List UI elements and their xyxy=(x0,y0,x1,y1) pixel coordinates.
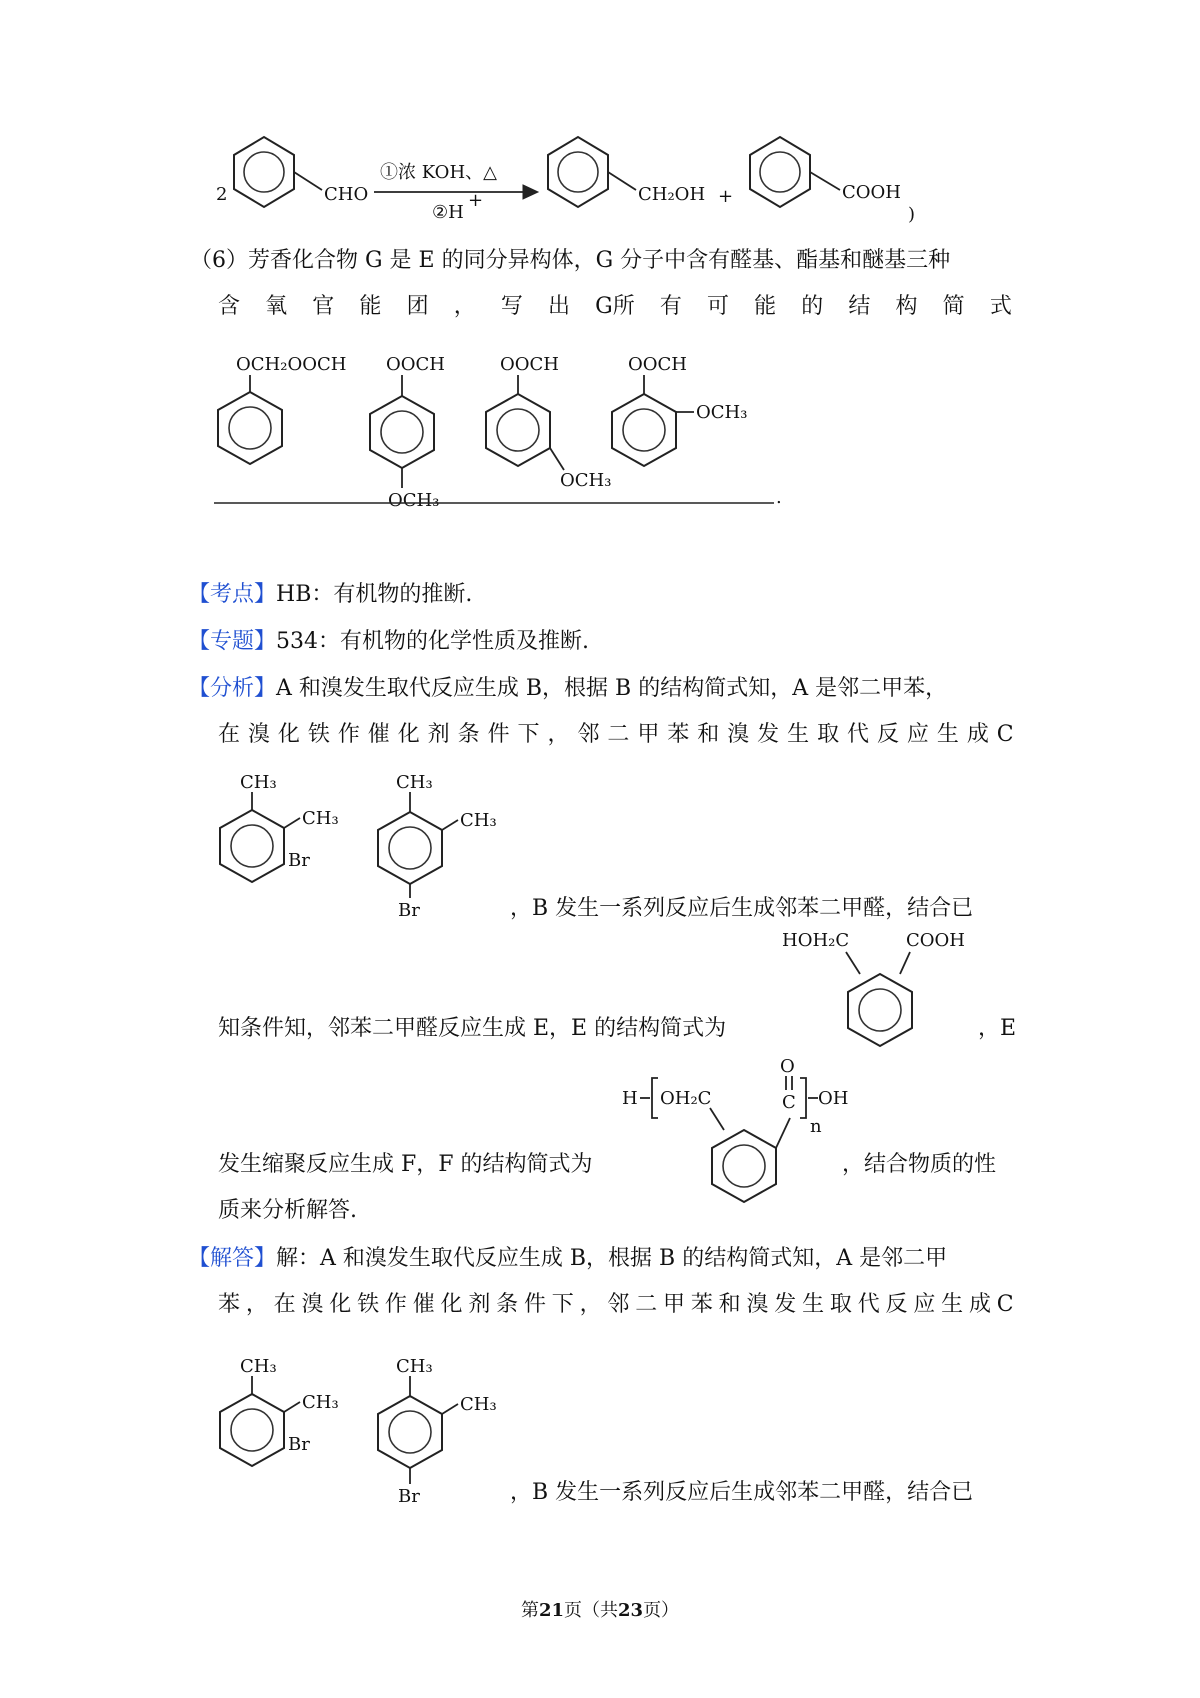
br-label: Br xyxy=(398,1486,420,1507)
ch3-label: CH₃ xyxy=(240,1356,277,1377)
br-label: Br xyxy=(398,900,420,921)
g1-substituent: OCH₂OOCH xyxy=(236,354,347,375)
bromo-xylene-ortho xyxy=(220,1356,339,1466)
jieda-word: 溴 xyxy=(301,1292,324,1317)
jieda-word: 取 xyxy=(829,1292,852,1317)
fenxi-word: 二 xyxy=(607,722,630,747)
fenxi-word: 和 xyxy=(697,722,720,747)
ch3-label: CH₃ xyxy=(302,1392,339,1413)
fenxi-word: 邻 xyxy=(577,722,600,747)
ch3-label: CH₃ xyxy=(240,772,277,793)
reaction-coefficient: 2 xyxy=(216,184,228,205)
jieda-word: 和 xyxy=(718,1292,741,1317)
jieda-word: 生 xyxy=(802,1292,825,1317)
fenxi-word: 取 xyxy=(817,722,840,747)
fenxi-word: 成 xyxy=(966,722,989,747)
footer-suffix: 页） xyxy=(643,1600,680,1621)
jieda-tag: 【解答】 xyxy=(188,1246,277,1271)
fenxi-word: 下 xyxy=(517,722,540,747)
g4-methoxy: OCH₃ xyxy=(696,402,748,423)
fenxi-line5-end: ，结合物质的性 xyxy=(842,1152,997,1177)
reaction-close-paren: ) xyxy=(908,204,916,225)
q6-line1: （6）芳香化合物 G 是 E 的同分异构体，G 分子中含有醛基、酯基和醚基三种 xyxy=(190,248,951,273)
jieda-word: 苯 xyxy=(218,1292,241,1317)
ch3-label: CH₃ xyxy=(460,1394,497,1415)
q6-word: 式 xyxy=(989,294,1012,319)
kaodian-text: HB：有机物的推断. xyxy=(276,582,473,607)
g4-substituent: OOCH xyxy=(628,354,687,375)
condition-1: ①浓 KOH、△ xyxy=(380,162,497,183)
fenxi-word: 发 xyxy=(757,722,780,747)
fenxi-word: 件 xyxy=(487,722,510,747)
q6-word: 有 xyxy=(659,294,682,319)
fenxi-word: 代 xyxy=(847,722,870,747)
jieda-word: 化 xyxy=(440,1292,463,1317)
q6-word: 能 xyxy=(359,294,382,319)
condition-2-sup: + xyxy=(468,190,484,211)
fenxi-word: 生 xyxy=(787,722,810,747)
q6-word: 能 xyxy=(754,294,777,319)
zhuanti-tag: 【专题】 xyxy=(188,629,277,654)
fenxi-word: 溴 xyxy=(727,722,750,747)
jieda-word: 苯 xyxy=(690,1292,713,1317)
product2-group: COOH xyxy=(842,182,901,203)
g3-methoxy: OCH₃ xyxy=(560,470,612,491)
footer-prefix: 第 xyxy=(520,1600,539,1621)
fenxi-word: 在 xyxy=(218,722,241,747)
answer-period: . xyxy=(776,487,782,508)
fenxi-word: C xyxy=(996,722,1014,747)
product1-group: CH₂OH xyxy=(638,184,706,205)
jieda-word: ， xyxy=(579,1292,602,1317)
jieda-word: 甲 xyxy=(663,1292,686,1317)
plus-sign: + xyxy=(718,186,734,207)
jieda-word: 溴 xyxy=(746,1292,769,1317)
fenxi-word: 条 xyxy=(457,722,480,747)
e-hoh2c-label: HOH₂C xyxy=(782,930,850,951)
bromo-xylene-para xyxy=(378,1356,497,1507)
f-h-label: H xyxy=(622,1088,638,1109)
g2-substituent: OOCH xyxy=(386,354,445,375)
fenxi-line4: 知条件知，邻苯二甲醛反应生成 E，E 的结构简式为 xyxy=(218,1016,727,1041)
fenxi-word: 铁 xyxy=(307,722,330,747)
jieda-word: 反 xyxy=(885,1292,908,1317)
reactant-group: CHO xyxy=(324,184,369,205)
footer-mid: 页（共 xyxy=(564,1600,618,1621)
q6-word: 出 xyxy=(547,294,570,319)
f-n-label: n xyxy=(810,1116,822,1137)
br-label: Br xyxy=(288,1434,310,1455)
fenxi-word: 苯 xyxy=(667,722,690,747)
q6-word: 构 xyxy=(895,294,918,319)
fenxi-tag: 【分析】 xyxy=(188,676,277,701)
ch3-label: CH₃ xyxy=(302,808,339,829)
jieda-word: 成 xyxy=(968,1292,991,1317)
q6-word: ， xyxy=(453,294,476,319)
jieda-word: 剂 xyxy=(468,1292,491,1317)
footer-total-pages: 23 xyxy=(618,1600,644,1621)
jieda-word: 邻 xyxy=(607,1292,630,1317)
jieda-word: 催 xyxy=(412,1292,435,1317)
q6-word: G所 xyxy=(595,294,635,319)
fenxi-word: 作 xyxy=(337,722,360,747)
ch3-label: CH₃ xyxy=(396,772,433,793)
q6-word: 官 xyxy=(312,294,335,319)
f-o-label: O xyxy=(780,1056,795,1077)
q6-word: 氧 xyxy=(265,294,288,319)
fenxi-line4-end: ，E xyxy=(978,1016,1017,1041)
jieda-line3: ，B 发生一系列反应后生成邻苯二甲醛，结合已 xyxy=(510,1480,974,1505)
br-label: Br xyxy=(288,850,310,871)
q6-word: 结 xyxy=(848,294,871,319)
fenxi-word: 应 xyxy=(906,722,929,747)
jieda-word: 作 xyxy=(384,1292,407,1317)
jieda-word: 代 xyxy=(857,1292,880,1317)
jieda-word: 二 xyxy=(635,1292,658,1317)
fenxi-word: 化 xyxy=(397,722,420,747)
q6-word: 写 xyxy=(500,294,523,319)
zhuanti-text: 534：有机物的化学性质及推断. xyxy=(276,629,590,654)
q6-word: 团 xyxy=(406,294,429,319)
jieda-word: 生 xyxy=(941,1292,964,1317)
g3-substituent: OOCH xyxy=(500,354,559,375)
jieda-word: 下 xyxy=(551,1292,574,1317)
jieda-word: 铁 xyxy=(357,1292,380,1317)
fenxi-line5: 发生缩聚反应生成 F，F 的结构简式为 xyxy=(218,1152,593,1177)
condition-2: ②H xyxy=(432,202,464,223)
jieda-word: 发 xyxy=(774,1292,797,1317)
e-cooh-label: COOH xyxy=(906,930,965,951)
fenxi-word: 化 xyxy=(277,722,300,747)
q6-word: 简 xyxy=(942,294,965,319)
f-oh2c-label: OH₂C xyxy=(660,1088,712,1109)
fenxi-word: 催 xyxy=(367,722,390,747)
kaodian-tag: 【考点】 xyxy=(188,582,277,607)
ch3-label: CH₃ xyxy=(460,810,497,831)
fenxi-line6: 质来分析解答. xyxy=(218,1198,357,1223)
fenxi-word: 溴 xyxy=(247,722,270,747)
jieda-word: 在 xyxy=(273,1292,296,1317)
g2-methoxy: OCH₃ xyxy=(388,490,440,511)
fenxi-line3: ，B 发生一系列反应后生成邻苯二甲醛，结合已 xyxy=(510,896,974,921)
fenxi-word: 剂 xyxy=(427,722,450,747)
fenxi-word: 甲 xyxy=(637,722,660,747)
ch3-label: CH₃ xyxy=(396,1356,433,1377)
jieda-text-1: 解：A 和溴发生取代反应生成 B，根据 B 的结构简式知，A 是邻二甲 xyxy=(276,1246,948,1271)
jieda-word: 件 xyxy=(523,1292,546,1317)
fenxi-word: 反 xyxy=(876,722,899,747)
jieda-word: 化 xyxy=(329,1292,352,1317)
f-oh-label: OH xyxy=(818,1088,849,1109)
fenxi-text-1: A 和溴发生取代反应生成 B，根据 B 的结构简式知，A 是邻二甲苯， xyxy=(276,676,948,701)
jieda-word: 条 xyxy=(496,1292,519,1317)
q6-word: 含 xyxy=(218,294,241,319)
jieda-word: 应 xyxy=(913,1292,936,1317)
fenxi-word: 生 xyxy=(936,722,959,747)
fenxi-word: ， xyxy=(547,722,570,747)
q6-word: 可 xyxy=(706,294,729,319)
footer-page-number: 21 xyxy=(538,1600,564,1621)
q6-word: 的 xyxy=(801,294,824,319)
jieda-word: C xyxy=(996,1292,1014,1317)
page-footer xyxy=(0,1596,1200,1622)
jieda-word: ， xyxy=(245,1292,268,1317)
f-c-label: C xyxy=(782,1092,796,1113)
